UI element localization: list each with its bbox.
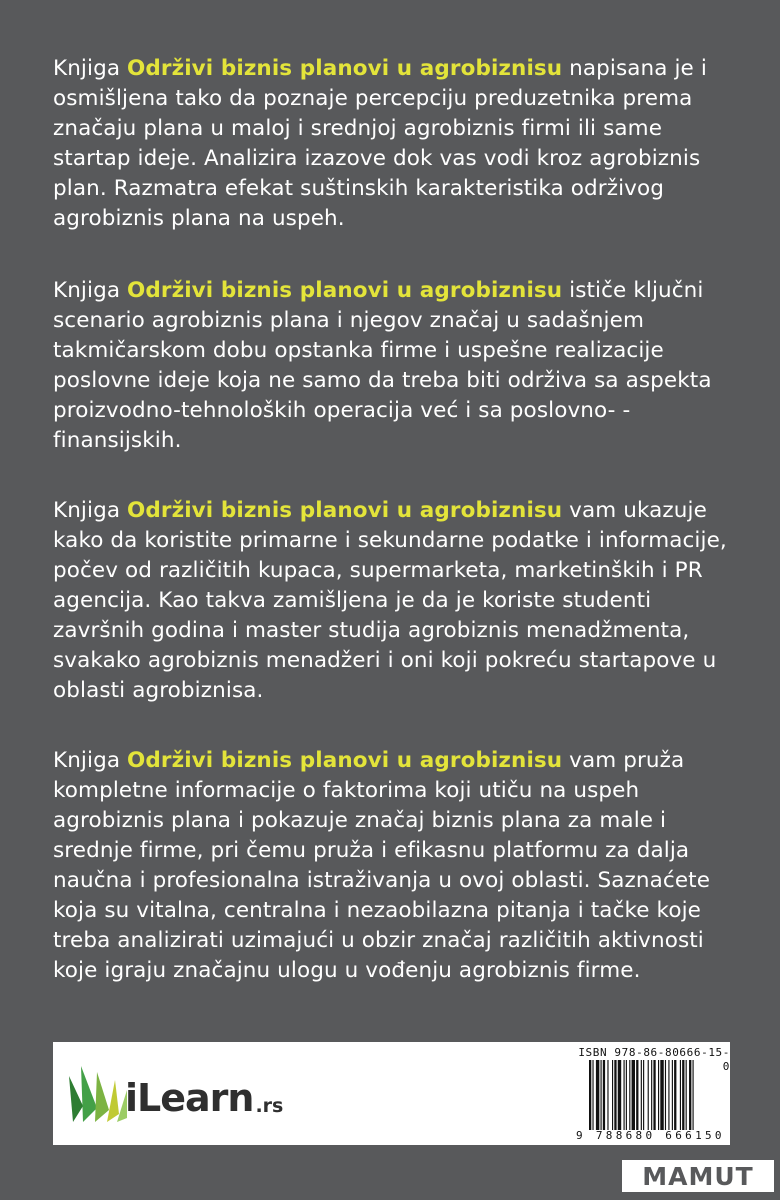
paragraph-text: vam pruža kompletne informacije o faktorima koji utiču na uspeh agrobiznis plana i pokazuje značaj biznis plana za male i srednje firme, pri čemu pruža i efikasnu platformu za dalja naučna i profesionalna istraživanja u ovoj oblasti. Saznaćete koja su vitalna, centralna i nezaobilazna pitanja i tačke koje treba analizirati uzimajući u obzir značaj različitih aktivnosti koje igraju značajnu ulogu u vođenju agrobiznis firme.	[53, 748, 711, 983]
isbn-barcode	[574, 1046, 730, 1143]
blurb-paragraph-2	[53, 276, 743, 456]
barcode-digits: 9 788680 666150	[576, 1129, 725, 1142]
paragraph-prefix: Knjiga	[53, 748, 128, 773]
ilearn-logo	[67, 1062, 283, 1124]
logo-wordmark: iLearn	[125, 1076, 254, 1120]
isbn-label: ISBN 978-86-80666-15-0	[578, 1046, 730, 1073]
book-title-highlight: Održivi biznis planovi u agrobiznisu	[127, 498, 563, 523]
paragraph-text: napisana je i osmišljena tako da poznaje percepciju preduzetnika prema značaju plana u maloj i srednjoj agrobiznis firmi ili same startap ideje. Analizira izazove dok vas vodi kroz agrobiznis plan. Razmatra efekat suštinskih karakteristika održivog agrobiznis plana na uspeh.	[53, 56, 707, 231]
book-title-highlight: Održivi biznis planovi u agrobiznisu	[127, 56, 563, 81]
watermark-text: MAMUT	[642, 1161, 754, 1191]
blurb-paragraph-3	[53, 496, 743, 706]
blurb-paragraph-4	[53, 746, 743, 986]
store-watermark	[622, 1160, 774, 1192]
book-title-highlight: Održivi biznis planovi u agrobiznisu	[127, 748, 563, 773]
paragraph-text: vam ukazuje kako da koristite primarne i sekundarne podatke i informacije, počev od različitih kupaca, supermarketa, marketinških i PR agencija. Kao takva zamišljena je da je koriste studenti završnih godina i master studija agrobiznis menadžmenta, svakako agrobiznis menadžeri i oni koji pokreću startapove u oblasti agrobiznisa.	[53, 498, 727, 703]
book-title-highlight: Održivi biznis planovi u agrobiznisu	[127, 278, 563, 303]
publisher-footer-panel	[53, 1042, 730, 1145]
grass-blades-icon	[67, 1062, 129, 1124]
paragraph-prefix: Knjiga	[53, 56, 128, 81]
paragraph-text: ističe ključni scenario agrobiznis plana i njegov značaj u sadašnjem takmičarskom dobu opstanka firme i uspešne realizacije poslovne ideje koja ne samo da treba biti održiva sa aspekta proizvodno-tehnoloških operacija već i sa poslovno- -finansijskih.	[53, 278, 712, 453]
blurb-paragraph-1	[53, 54, 743, 234]
logo-domain-suffix: .rs	[255, 1095, 284, 1117]
paragraph-prefix: Knjiga	[53, 498, 128, 523]
barcode-bars	[588, 1060, 728, 1130]
paragraph-prefix: Knjiga	[53, 278, 128, 303]
